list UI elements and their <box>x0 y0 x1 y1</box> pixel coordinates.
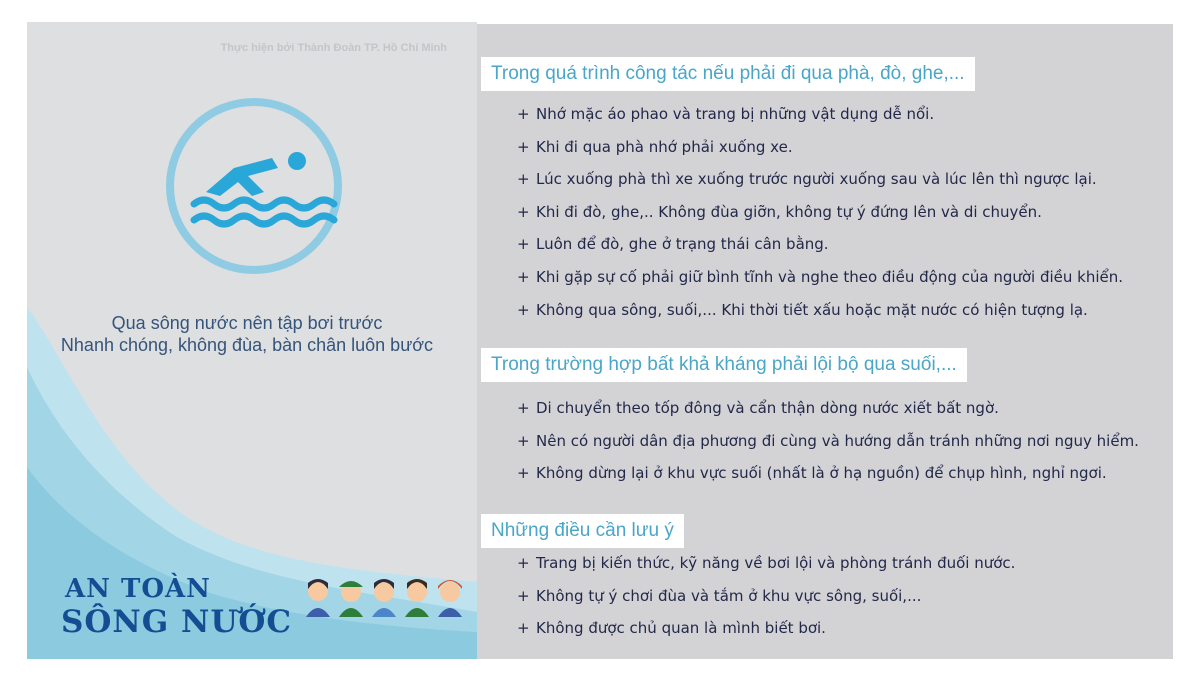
bullet-plus: + <box>517 399 530 417</box>
bullet-plus: + <box>517 267 530 286</box>
list-ferry <box>517 98 1123 326</box>
bullet-plus: + <box>517 464 530 483</box>
list-notes <box>517 547 1015 645</box>
bullet-plus: + <box>517 431 530 450</box>
list-wading <box>517 392 1139 490</box>
tagline-line-2: Nhanh chóng, không đùa, bàn chân luôn bước <box>60 335 434 355</box>
list-item <box>517 261 1123 294</box>
swimmer-icon <box>164 96 344 276</box>
list-item-text: Khi đi đò, ghe,.. Không đùa giỡn, không tự ý đứng lên và di chuyển. <box>536 202 1042 221</box>
kid-3-icon <box>372 579 396 617</box>
list-item <box>517 294 1123 327</box>
list-item <box>517 196 1123 229</box>
list-item-text: Nhớ mặc áo phao và trang bị những vật dụng dễ nổi. <box>536 105 935 123</box>
list-item-text: Nên có người dân địa phương đi cùng và hướng dẫn tránh những nơi nguy hiểm. <box>536 431 1139 450</box>
list-item-text: Không tự ý chơi đùa và tắm ở khu vực sông, suối,... <box>536 586 922 605</box>
kid-4-icon <box>405 579 429 617</box>
list-item <box>517 392 1139 425</box>
tagline-line-1: Qua sông nước nên tập bơi trước <box>111 313 383 333</box>
list-item <box>517 580 1015 613</box>
list-item-text: Luôn để đò, ghe ở trạng thái cân bằng. <box>536 235 829 254</box>
youth-union-kids-illustration <box>303 575 469 617</box>
list-item <box>517 457 1139 490</box>
bullet-plus: + <box>517 619 530 638</box>
list-item <box>517 228 1123 261</box>
section-heading-wading: Trong trường hợp bất khả kháng phải lội bộ qua suối,... <box>481 348 967 382</box>
tagline <box>27 312 467 356</box>
list-item <box>517 547 1015 580</box>
list-item <box>517 163 1123 196</box>
bullet-plus: + <box>517 235 530 254</box>
kid-5-icon <box>438 580 462 617</box>
bullet-plus: + <box>517 105 530 123</box>
list-item-text: Không qua sông, suối,... Khi thời tiết xấu hoặc mặt nước có hiện tượng lạ. <box>536 300 1088 319</box>
list-item <box>517 612 1015 645</box>
kid-2-icon <box>339 581 363 617</box>
bullet-plus: + <box>517 137 530 156</box>
list-item <box>517 425 1139 458</box>
bullet-plus: + <box>517 300 530 319</box>
section-heading-ferry: Trong quá trình công tác nếu phải đi qua phà, đò, ghe,... <box>481 57 975 91</box>
section-heading-notes: Những điều cần lưu ý <box>481 514 684 548</box>
list-item-text: Di chuyển theo tốp đông và cẩn thận dòng nước xiết bất ngờ. <box>536 399 999 417</box>
list-item-text: Khi đi qua phà nhớ phải xuống xe. <box>536 137 793 156</box>
poster-title <box>61 574 292 640</box>
list-item <box>517 131 1123 164</box>
list-item <box>517 98 1123 131</box>
left-poster-panel <box>27 22 477 659</box>
list-item-text: Trang bị kiến thức, kỹ năng về bơi lội và phòng tránh đuối nước. <box>536 554 1016 572</box>
list-item-text: Không được chủ quan là mình biết bơi. <box>536 619 826 638</box>
list-item-text: Không dừng lại ở khu vực suối (nhất là ở hạ nguồn) để chụp hình, nghỉ ngơi. <box>536 464 1107 483</box>
bullet-plus: + <box>517 554 530 572</box>
poster-title-line-1: AN TOÀN <box>65 574 211 604</box>
list-item-text: Lúc xuống phà thì xe xuống trước người xuống sau và lúc lên thì ngược lại. <box>536 170 1097 189</box>
bullet-plus: + <box>517 202 530 221</box>
bullet-plus: + <box>517 586 530 605</box>
list-item-text: Khi gặp sự cố phải giữ bình tĩnh và nghe theo điều động của người điều khiển. <box>536 267 1124 286</box>
bullet-plus: + <box>517 170 530 189</box>
credit-text: Thực hiện bởi Thành Đoàn TP. Hồ Chí Minh <box>220 42 447 54</box>
kid-1-icon <box>306 579 330 617</box>
poster-title-line-2: SÔNG NƯỚC <box>61 604 293 640</box>
